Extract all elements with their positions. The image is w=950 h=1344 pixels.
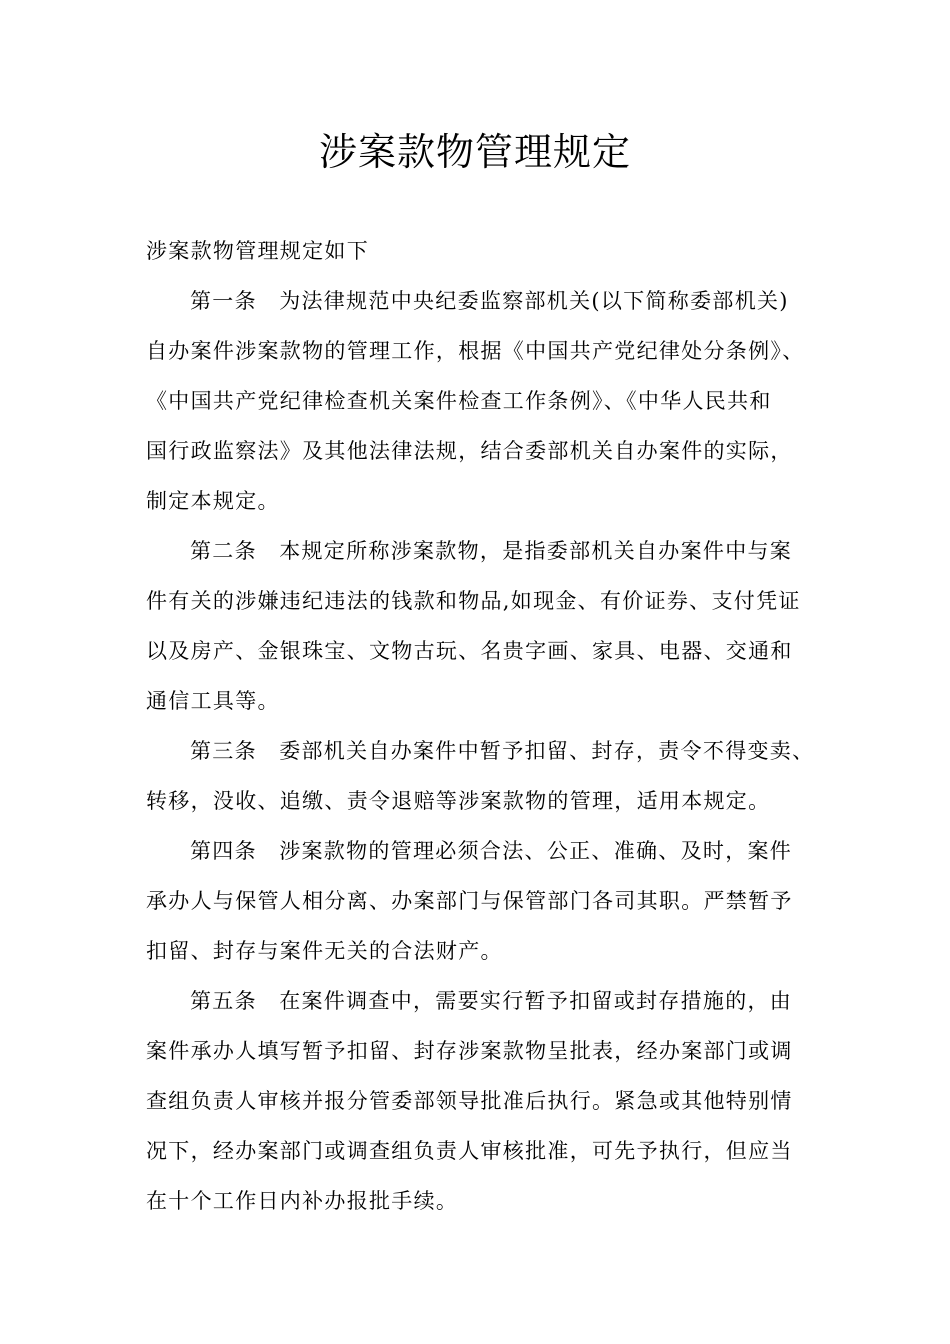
article-1-line-2: 自办案件涉案款物的管理工作，根据《中国共产党纪律处分条例》、 bbox=[146, 339, 805, 363]
article-1-line-3: 《中国共产党纪律检查机关案件检查工作条例》、《中华人民共和 bbox=[146, 389, 772, 413]
article-5-line-4: 况下，经办案部门或调查组负责人审核批准，可先予执行，但应当 bbox=[146, 1139, 793, 1163]
document-title: 涉案款物管理规定 bbox=[318, 130, 631, 174]
intro-line: 涉案款物管理规定如下 bbox=[146, 239, 369, 263]
article-1-line-5: 制定本规定。 bbox=[146, 489, 280, 513]
article-4-line-1: 第四条 涉案款物的管理必须合法、公正、准确、及时，案件 bbox=[190, 839, 793, 863]
article-2-line-1: 第二条 本规定所称涉案款物，是指委部机关自办案件中与案 bbox=[190, 539, 793, 563]
article-4-line-3: 扣留、封存与案件无关的合法财产。 bbox=[146, 939, 503, 963]
article-2-line-2: 件有关的涉嫌违纪违法的钱款和物品,如现金、有价证券、支付凭证 bbox=[146, 589, 801, 613]
article-3-line-2: 转移，没收、追缴、责令退赔等涉案款物的管理，适用本规定。 bbox=[146, 789, 771, 813]
article-5-line-1: 第五条 在案件调查中，需要实行暂予扣留或封存措施的，由 bbox=[190, 989, 793, 1013]
article-4-line-2: 承办人与保管人相分离、办案部门与保管部门各司其职。严禁暂予 bbox=[146, 889, 793, 913]
article-2-line-4: 通信工具等。 bbox=[146, 689, 280, 713]
article-1-line-4: 国行政监察法》及其他法律法规，结合委部机关自办案件的实际， bbox=[146, 439, 793, 463]
article-5-line-3: 查组负责人审核并报分管委部领导批准后执行。紧急或其他特别情 bbox=[146, 1089, 793, 1113]
article-5-line-2: 案件承办人填写暂予扣留、封存涉案款物呈批表，经办案部门或调 bbox=[146, 1039, 793, 1063]
article-2-line-3: 以及房产、金银珠宝、文物古玩、名贵字画、家具、电器、交通和 bbox=[146, 639, 793, 663]
article-5-line-5: 在十个工作日内补办报批手续。 bbox=[146, 1189, 459, 1213]
article-3-line-1: 第三条 委部机关自办案件中暂予扣留、封存，责令不得变卖、 bbox=[190, 739, 815, 763]
article-1-line-1: 第一条 为法律规范中央纪委监察部机关(以下简称委部机关) bbox=[190, 289, 789, 313]
